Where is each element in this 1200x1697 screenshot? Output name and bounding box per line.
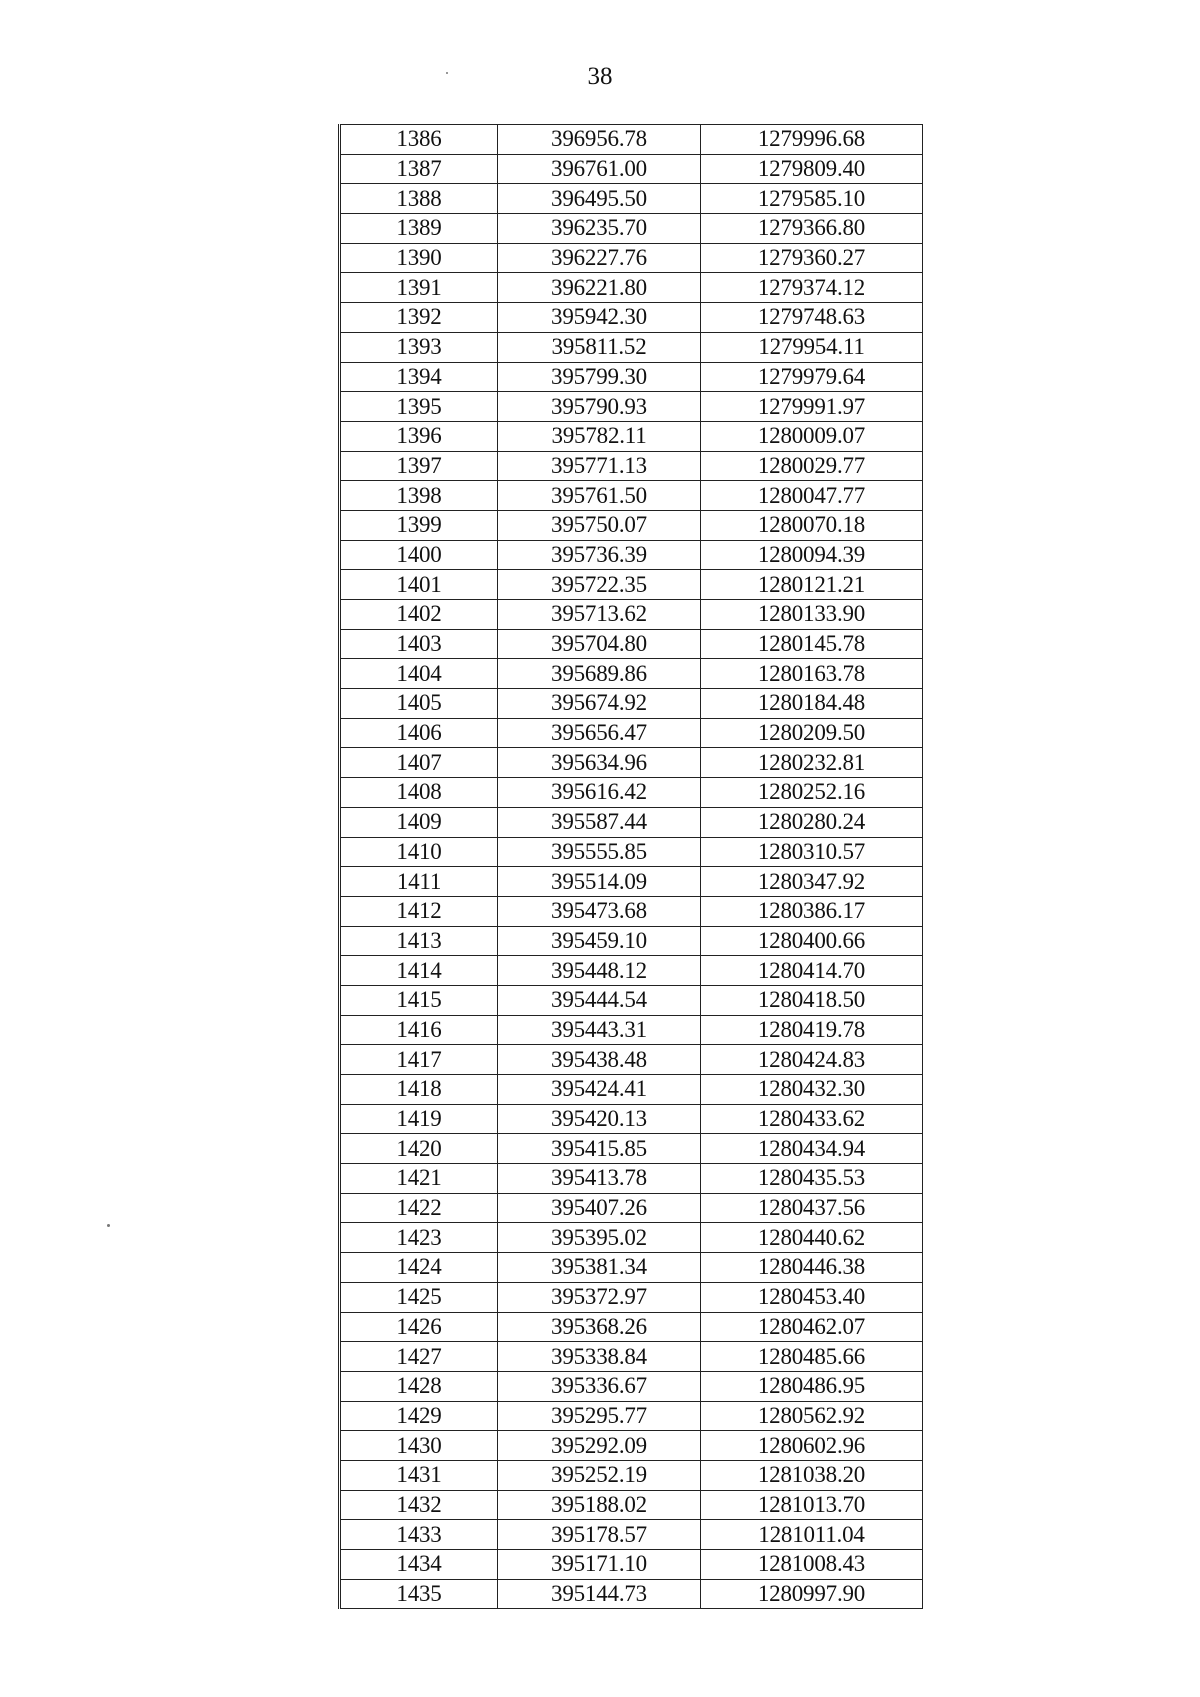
point-number-cell: 1408 (340, 778, 498, 808)
table-row (340, 1371, 923, 1401)
table-row (340, 689, 923, 719)
y-coordinate-cell: 1280252.16 (701, 778, 923, 808)
y-coordinate-cell: 1280462.07 (701, 1312, 923, 1342)
table-row (340, 600, 923, 630)
point-number-cell: 1407 (340, 748, 498, 778)
point-number-cell: 1429 (340, 1401, 498, 1431)
point-number-cell: 1430 (340, 1431, 498, 1461)
y-coordinate-cell: 1280997.90 (701, 1579, 923, 1609)
table-row (340, 481, 923, 511)
point-number-cell: 1406 (340, 718, 498, 748)
point-number-cell: 1396 (340, 421, 498, 451)
table-row (340, 362, 923, 392)
table-row (340, 1075, 923, 1105)
table-row (340, 1460, 923, 1490)
table-row (340, 303, 923, 333)
y-coordinate-cell: 1281013.70 (701, 1490, 923, 1520)
y-coordinate-cell: 1280094.39 (701, 540, 923, 570)
table-row (340, 1490, 923, 1520)
y-coordinate-cell: 1279374.12 (701, 273, 923, 303)
x-coordinate-cell: 395407.26 (498, 1193, 701, 1223)
y-coordinate-cell: 1280070.18 (701, 510, 923, 540)
x-coordinate-cell: 395750.07 (498, 510, 701, 540)
point-number-cell: 1387 (340, 154, 498, 184)
table-row (340, 214, 923, 244)
y-coordinate-cell: 1280310.57 (701, 837, 923, 867)
x-coordinate-cell: 395448.12 (498, 956, 701, 986)
y-coordinate-cell: 1280486.95 (701, 1371, 923, 1401)
x-coordinate-cell: 395372.97 (498, 1282, 701, 1312)
x-coordinate-cell: 395634.96 (498, 748, 701, 778)
table-row (340, 1223, 923, 1253)
y-coordinate-cell: 1280602.96 (701, 1431, 923, 1461)
point-number-cell: 1411 (340, 867, 498, 897)
point-number-cell: 1401 (340, 570, 498, 600)
x-coordinate-cell: 395799.30 (498, 362, 701, 392)
point-number-cell: 1428 (340, 1371, 498, 1401)
y-coordinate-cell: 1280163.78 (701, 659, 923, 689)
y-coordinate-cell: 1280424.83 (701, 1045, 923, 1075)
x-coordinate-cell: 395942.30 (498, 303, 701, 333)
point-number-cell: 1394 (340, 362, 498, 392)
table-row (340, 1579, 923, 1609)
point-number-cell: 1391 (340, 273, 498, 303)
point-number-cell: 1398 (340, 481, 498, 511)
x-coordinate-cell: 396956.78 (498, 125, 701, 155)
point-number-cell: 1435 (340, 1579, 498, 1609)
table-row (340, 1164, 923, 1194)
table-row (340, 1253, 923, 1283)
table-row (340, 243, 923, 273)
point-number-cell: 1393 (340, 332, 498, 362)
y-coordinate-cell: 1280400.66 (701, 926, 923, 956)
x-coordinate-cell: 396761.00 (498, 154, 701, 184)
point-number-cell: 1412 (340, 896, 498, 926)
table-row (340, 1045, 923, 1075)
table-row (340, 867, 923, 897)
x-coordinate-cell: 395444.54 (498, 985, 701, 1015)
x-coordinate-cell: 396235.70 (498, 214, 701, 244)
y-coordinate-cell: 1280009.07 (701, 421, 923, 451)
coordinates-table (338, 124, 923, 1609)
y-coordinate-cell: 1280184.48 (701, 689, 923, 719)
table-row (340, 451, 923, 481)
y-coordinate-cell: 1280280.24 (701, 807, 923, 837)
point-number-cell: 1434 (340, 1550, 498, 1580)
table-row (340, 1401, 923, 1431)
x-coordinate-cell: 395761.50 (498, 481, 701, 511)
point-number-cell: 1397 (340, 451, 498, 481)
point-number-cell: 1403 (340, 629, 498, 659)
point-number-cell: 1418 (340, 1075, 498, 1105)
x-coordinate-cell: 395790.93 (498, 392, 701, 422)
point-number-cell: 1432 (340, 1490, 498, 1520)
table-row (340, 1193, 923, 1223)
point-number-cell: 1421 (340, 1164, 498, 1194)
x-coordinate-cell: 395292.09 (498, 1431, 701, 1461)
y-coordinate-cell: 1280419.78 (701, 1015, 923, 1045)
table-row (340, 1104, 923, 1134)
x-coordinate-cell: 395587.44 (498, 807, 701, 837)
x-coordinate-cell: 395171.10 (498, 1550, 701, 1580)
x-coordinate-cell: 395736.39 (498, 540, 701, 570)
point-number-cell: 1402 (340, 600, 498, 630)
table-row (340, 510, 923, 540)
coordinates-table-body (340, 125, 923, 1609)
x-coordinate-cell: 395674.92 (498, 689, 701, 719)
y-coordinate-cell: 1280562.92 (701, 1401, 923, 1431)
table-row (340, 1015, 923, 1045)
x-coordinate-cell: 396221.80 (498, 273, 701, 303)
point-number-cell: 1433 (340, 1520, 498, 1550)
y-coordinate-cell: 1281038.20 (701, 1460, 923, 1490)
point-number-cell: 1420 (340, 1134, 498, 1164)
y-coordinate-cell: 1281008.43 (701, 1550, 923, 1580)
y-coordinate-cell: 1280418.50 (701, 985, 923, 1015)
x-coordinate-cell: 396227.76 (498, 243, 701, 273)
table-row (340, 1342, 923, 1372)
x-coordinate-cell: 396495.50 (498, 184, 701, 214)
x-coordinate-cell: 395413.78 (498, 1164, 701, 1194)
y-coordinate-cell: 1280047.77 (701, 481, 923, 511)
point-number-cell: 1404 (340, 659, 498, 689)
scan-speck (107, 1224, 110, 1227)
y-coordinate-cell: 1279585.10 (701, 184, 923, 214)
point-number-cell: 1415 (340, 985, 498, 1015)
y-coordinate-cell: 1280453.40 (701, 1282, 923, 1312)
point-number-cell: 1405 (340, 689, 498, 719)
y-coordinate-cell: 1279748.63 (701, 303, 923, 333)
table-row (340, 778, 923, 808)
x-coordinate-cell: 395144.73 (498, 1579, 701, 1609)
x-coordinate-cell: 395368.26 (498, 1312, 701, 1342)
point-number-cell: 1409 (340, 807, 498, 837)
x-coordinate-cell: 395443.31 (498, 1015, 701, 1045)
y-coordinate-cell: 1280446.38 (701, 1253, 923, 1283)
point-number-cell: 1399 (340, 510, 498, 540)
table-row (340, 956, 923, 986)
y-coordinate-cell: 1280029.77 (701, 451, 923, 481)
x-coordinate-cell: 395381.34 (498, 1253, 701, 1283)
point-number-cell: 1410 (340, 837, 498, 867)
table-row (340, 332, 923, 362)
scan-speck (446, 72, 448, 74)
x-coordinate-cell: 395188.02 (498, 1490, 701, 1520)
point-number-cell: 1386 (340, 125, 498, 155)
table-row (340, 1312, 923, 1342)
point-number-cell: 1426 (340, 1312, 498, 1342)
y-coordinate-cell: 1280433.62 (701, 1104, 923, 1134)
point-number-cell: 1425 (340, 1282, 498, 1312)
point-number-cell: 1390 (340, 243, 498, 273)
table-row (340, 718, 923, 748)
x-coordinate-cell: 395656.47 (498, 718, 701, 748)
x-coordinate-cell: 395338.84 (498, 1342, 701, 1372)
x-coordinate-cell: 395771.13 (498, 451, 701, 481)
y-coordinate-cell: 1279979.64 (701, 362, 923, 392)
y-coordinate-cell: 1280485.66 (701, 1342, 923, 1372)
x-coordinate-cell: 395473.68 (498, 896, 701, 926)
x-coordinate-cell: 395336.67 (498, 1371, 701, 1401)
point-number-cell: 1427 (340, 1342, 498, 1372)
y-coordinate-cell: 1280232.81 (701, 748, 923, 778)
table-row (340, 125, 923, 155)
y-coordinate-cell: 1280414.70 (701, 956, 923, 986)
x-coordinate-cell: 395459.10 (498, 926, 701, 956)
table-row (340, 184, 923, 214)
y-coordinate-cell: 1280121.21 (701, 570, 923, 600)
point-number-cell: 1388 (340, 184, 498, 214)
y-coordinate-cell: 1279366.80 (701, 214, 923, 244)
x-coordinate-cell: 395722.35 (498, 570, 701, 600)
point-number-cell: 1416 (340, 1015, 498, 1045)
x-coordinate-cell: 395420.13 (498, 1104, 701, 1134)
table-row (340, 1550, 923, 1580)
table-row (340, 540, 923, 570)
y-coordinate-cell: 1280440.62 (701, 1223, 923, 1253)
x-coordinate-cell: 395415.85 (498, 1134, 701, 1164)
table-row (340, 659, 923, 689)
x-coordinate-cell: 395178.57 (498, 1520, 701, 1550)
x-coordinate-cell: 395811.52 (498, 332, 701, 362)
x-coordinate-cell: 395555.85 (498, 837, 701, 867)
x-coordinate-cell: 395252.19 (498, 1460, 701, 1490)
point-number-cell: 1413 (340, 926, 498, 956)
table-row (340, 807, 923, 837)
table-row (340, 421, 923, 451)
y-coordinate-cell: 1279809.40 (701, 154, 923, 184)
x-coordinate-cell: 395514.09 (498, 867, 701, 897)
point-number-cell: 1392 (340, 303, 498, 333)
point-number-cell: 1422 (340, 1193, 498, 1223)
point-number-cell: 1395 (340, 392, 498, 422)
x-coordinate-cell: 395395.02 (498, 1223, 701, 1253)
x-coordinate-cell: 395782.11 (498, 421, 701, 451)
point-number-cell: 1423 (340, 1223, 498, 1253)
y-coordinate-cell: 1279996.68 (701, 125, 923, 155)
y-coordinate-cell: 1279954.11 (701, 332, 923, 362)
table-row (340, 154, 923, 184)
y-coordinate-cell: 1280386.17 (701, 896, 923, 926)
table-row (340, 273, 923, 303)
table-row (340, 896, 923, 926)
x-coordinate-cell: 395616.42 (498, 778, 701, 808)
x-coordinate-cell: 395295.77 (498, 1401, 701, 1431)
y-coordinate-cell: 1280347.92 (701, 867, 923, 897)
x-coordinate-cell: 395689.86 (498, 659, 701, 689)
table-row (340, 629, 923, 659)
y-coordinate-cell: 1279991.97 (701, 392, 923, 422)
table-row (340, 748, 923, 778)
x-coordinate-cell: 395704.80 (498, 629, 701, 659)
table-row (340, 1520, 923, 1550)
point-number-cell: 1424 (340, 1253, 498, 1283)
point-number-cell: 1389 (340, 214, 498, 244)
table-row (340, 570, 923, 600)
table-row (340, 985, 923, 1015)
point-number-cell: 1417 (340, 1045, 498, 1075)
table-row (340, 1431, 923, 1461)
y-coordinate-cell: 1280145.78 (701, 629, 923, 659)
page-number: 38 (587, 63, 613, 90)
y-coordinate-cell: 1280133.90 (701, 600, 923, 630)
y-coordinate-cell: 1280437.56 (701, 1193, 923, 1223)
y-coordinate-cell: 1280434.94 (701, 1134, 923, 1164)
y-coordinate-cell: 1280209.50 (701, 718, 923, 748)
table-row (340, 392, 923, 422)
y-coordinate-cell: 1280432.30 (701, 1075, 923, 1105)
table-row (340, 837, 923, 867)
y-coordinate-cell: 1280435.53 (701, 1164, 923, 1194)
y-coordinate-cell: 1279360.27 (701, 243, 923, 273)
point-number-cell: 1419 (340, 1104, 498, 1134)
x-coordinate-cell: 395438.48 (498, 1045, 701, 1075)
point-number-cell: 1400 (340, 540, 498, 570)
x-coordinate-cell: 395424.41 (498, 1075, 701, 1105)
x-coordinate-cell: 395713.62 (498, 600, 701, 630)
point-number-cell: 1414 (340, 956, 498, 986)
y-coordinate-cell: 1281011.04 (701, 1520, 923, 1550)
point-number-cell: 1431 (340, 1460, 498, 1490)
table-row (340, 926, 923, 956)
table-row (340, 1282, 923, 1312)
table-row (340, 1134, 923, 1164)
